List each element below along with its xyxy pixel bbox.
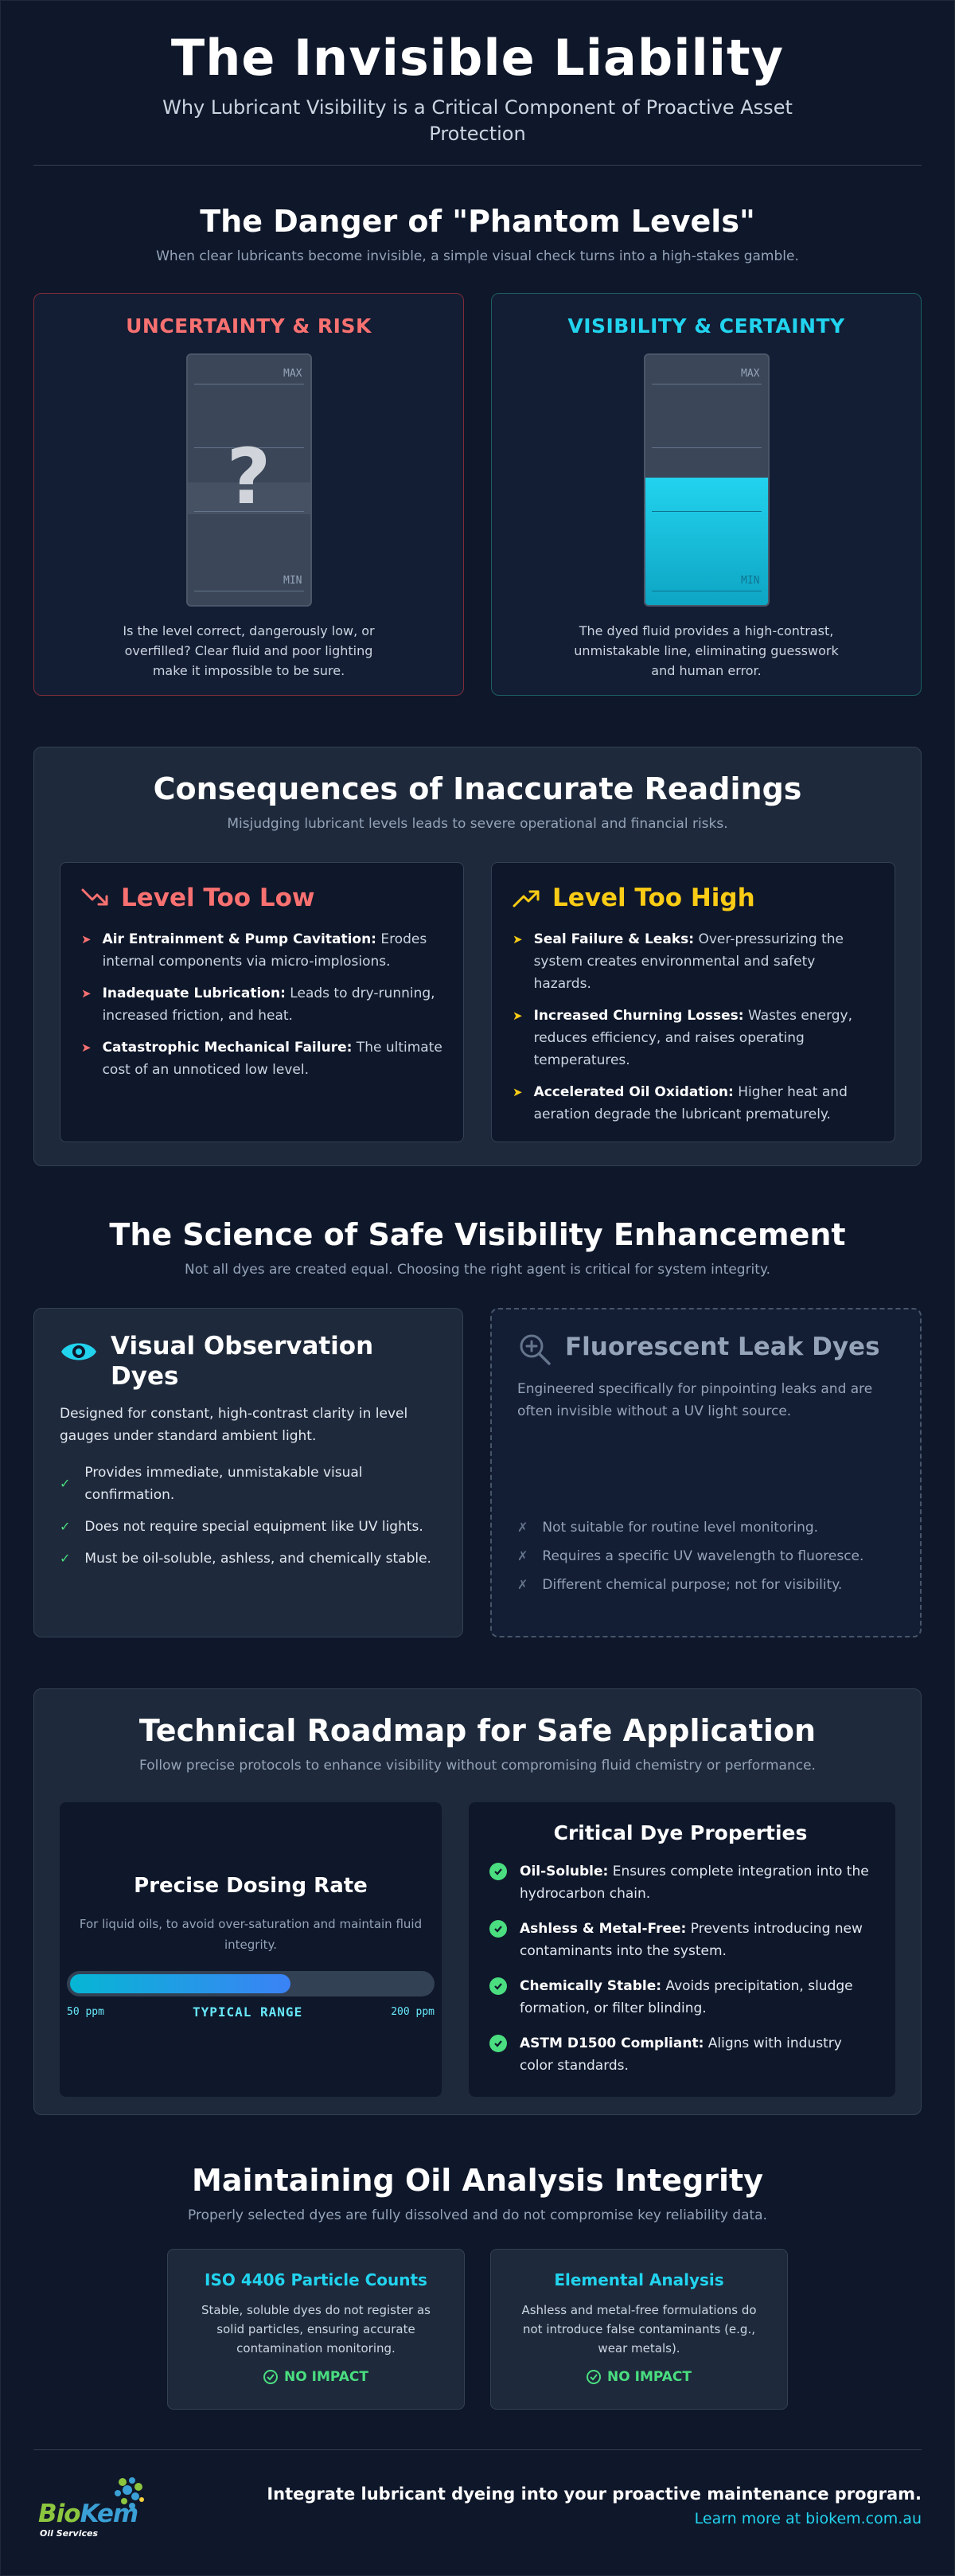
property-item: ASTM D1500 Compliant: Aligns with industry color standards. xyxy=(489,2032,871,2077)
card-title: UNCERTAINTY & RISK xyxy=(126,314,372,338)
card-description: Engineered specifically for pinpointing leaks and are often invisible without a UV light source. xyxy=(517,1381,873,1419)
gauge-min-label: MIN xyxy=(283,575,302,587)
check-circle-icon xyxy=(489,1920,507,1938)
gauge-min-label: MIN xyxy=(741,575,760,587)
uncertainty-card xyxy=(33,293,464,696)
section-subtitle: Properly selected dyes are fully dissolved and do not compromise key reliability data. xyxy=(188,2207,767,2223)
section-title: The Danger of "Phantom Levels" xyxy=(200,204,755,239)
property-item: Ashless & Metal-Free: Prevents introducing new contaminants into the system. xyxy=(489,1918,871,1962)
level-too-high-card xyxy=(491,862,895,1142)
limitation-item: ✗ Requires a specific UV wavelength to fluoresce. xyxy=(517,1545,895,1567)
check-icon: ✓ xyxy=(60,1551,71,1566)
risk-item: ➤ Accelerated Oil Oxidation: Higher heat and aeration degrade the lubricant prematurely. xyxy=(513,1081,874,1126)
no-impact-badge xyxy=(587,2369,692,2385)
gauge-max-label: MAX xyxy=(741,368,760,380)
badge-label: NO IMPACT xyxy=(607,2369,692,2385)
question-mark-icon: ? xyxy=(226,432,271,521)
dosing-rate-card xyxy=(60,1802,442,2097)
check-circle-icon xyxy=(489,1977,507,1995)
card-title: Critical Dye Properties xyxy=(553,1821,808,1844)
arrow-bullet-icon: ➤ xyxy=(81,1040,92,1055)
card-title: Visual Observation Dyes xyxy=(111,1332,374,1391)
risk-list xyxy=(81,928,442,1081)
benefit-list xyxy=(60,1462,437,1570)
logo-wordmark: BioKem xyxy=(38,2500,138,2528)
check-icon: ✓ xyxy=(60,1476,71,1491)
card-description: Designed for constant, high-contrast clarity in level gauges under standard ambient light. xyxy=(60,1406,408,1444)
risk-item: ➤ Increased Churning Losses: Wastes energy, reduces efficiency, and raises operating temperatures. xyxy=(513,1005,874,1071)
card-caption: Is the level correct, dangerously low, or overfilled? Clear fluid and poor lighting make it impossible to be sure. xyxy=(123,623,375,678)
roadmap-section xyxy=(33,1688,922,2115)
gauge-max-label: MAX xyxy=(283,368,302,380)
analysis-section xyxy=(33,2163,922,2410)
arrow-bullet-icon: ➤ xyxy=(81,932,92,946)
footer-divider xyxy=(33,2449,922,2450)
fluorescent-dyes-card xyxy=(490,1308,922,1637)
eye-icon xyxy=(60,1336,98,1368)
section-title: Consequences of Inaccurate Readings xyxy=(153,771,802,806)
particle-count-card xyxy=(167,2249,465,2410)
arrow-bullet-icon: ➤ xyxy=(513,1009,523,1023)
check-circle-icon xyxy=(263,2370,278,2384)
footer-cta: Integrate lubricant dyeing into your proactive maintenance program. xyxy=(267,2484,922,2504)
property-item: Oil-Soluble: Ensures complete integration into the hydrocarbon chain. xyxy=(489,1860,871,1905)
section-subtitle: When clear lubricants become invisible, a simple visual check turns into a high-stakes gamble. xyxy=(156,248,799,264)
x-mark-icon: ✗ xyxy=(517,1548,528,1563)
science-section xyxy=(33,1217,922,1637)
search-zoom-icon xyxy=(517,1332,552,1367)
no-impact-badge xyxy=(263,2369,368,2385)
arrow-bullet-icon: ➤ xyxy=(513,932,523,946)
section-subtitle: Follow precise protocols to enhance visibility without compromising fluid chemistry or performance. xyxy=(139,1758,816,1774)
card-description: Ashless and metal-free formulations do not introduce false contaminants (e.g., wear metals). xyxy=(521,2303,757,2355)
risk-list xyxy=(513,928,874,1126)
section-title: Technical Roadmap for Safe Application xyxy=(138,1713,817,1748)
gauge-tick xyxy=(652,511,762,512)
x-mark-icon: ✗ xyxy=(517,1520,528,1535)
website-link[interactable]: Learn more at biokem.com.au xyxy=(694,2510,922,2527)
card-title: ISO 4406 Particle Counts xyxy=(205,2270,427,2289)
x-mark-icon: ✗ xyxy=(517,1577,528,1592)
trend-up-icon xyxy=(513,887,541,909)
card-title: Level Too Low xyxy=(121,884,315,912)
page-subtitle: Why Lubricant Visibility is a Critical Component of Proactive Asset Protection xyxy=(162,96,793,145)
gauge-tick xyxy=(652,447,762,448)
card-title: Fluorescent Leak Dyes xyxy=(565,1333,880,1361)
elemental-analysis-card xyxy=(490,2249,788,2410)
footer xyxy=(33,2474,922,2538)
property-item: Chemically Stable: Avoids precipitation, sludge formation, or filter blinding. xyxy=(489,1975,871,2020)
phantom-levels-section xyxy=(33,204,922,696)
card-title: Precise Dosing Rate xyxy=(134,1874,368,1898)
check-circle-icon xyxy=(489,2035,507,2052)
hero-header xyxy=(33,1,922,147)
dosing-range-fill xyxy=(70,1974,290,1993)
dyed-level-gauge xyxy=(644,353,770,607)
header-divider xyxy=(33,165,922,166)
benefit-item: ✓ Provides immediate, unmistakable visual confirmation. xyxy=(60,1465,363,1503)
certainty-card xyxy=(491,293,922,696)
dye-properties-card xyxy=(469,1802,895,2097)
card-title: Level Too High xyxy=(552,884,755,912)
badge-label: NO IMPACT xyxy=(284,2369,368,2385)
card-title: VISIBILITY & CERTAINTY xyxy=(567,314,845,338)
check-circle-icon xyxy=(489,1863,507,1880)
clear-level-gauge xyxy=(186,353,312,607)
logo-subtitle: Oil Services xyxy=(40,2528,98,2539)
benefit-item: ✓ Does not require special equipment like UV lights. xyxy=(60,1516,437,1538)
biokem-logo xyxy=(33,2474,153,2538)
visual-dyes-card xyxy=(33,1308,463,1637)
range-min-label: 50 ppm xyxy=(67,2006,104,2018)
range-label: TYPICAL RANGE xyxy=(192,2004,303,2020)
section-title: Maintaining Oil Analysis Integrity xyxy=(192,2163,763,2198)
page-title: The Invisible Liability xyxy=(170,29,785,87)
risk-item: ➤ Air Entrainment & Pump Cavitation: Erodes internal components via micro-implosions. xyxy=(81,928,442,973)
card-caption: The dyed fluid provides a high-contrast, unmistakable line, eliminating guesswork and human error. xyxy=(574,623,839,678)
card-description: For liquid oils, to avoid over-saturation and maintain fluid integrity. xyxy=(79,1917,423,1952)
level-too-low-card xyxy=(60,862,464,1142)
arrow-bullet-icon: ➤ xyxy=(81,986,92,1001)
range-max-label: 200 ppm xyxy=(391,2006,435,2018)
section-subtitle: Misjudging lubricant levels leads to severe operational and financial risks. xyxy=(227,816,728,832)
limitation-item: ✗ Different chemical purpose; not for visibility. xyxy=(517,1574,895,1596)
check-icon: ✓ xyxy=(60,1519,71,1534)
property-list xyxy=(489,1860,871,2077)
risk-item: ➤ Seal Failure & Leaks: Over-pressurizing the system creates environmental and safety hazards. xyxy=(513,928,874,995)
limitation-item: ✗ Not suitable for routine level monitoring. xyxy=(517,1516,895,1539)
arrow-bullet-icon: ➤ xyxy=(513,1085,523,1099)
section-subtitle: Not all dyes are created equal. Choosing the right agent is critical for system integrity. xyxy=(184,1262,770,1278)
consequences-section xyxy=(33,747,922,1166)
card-title: Elemental Analysis xyxy=(554,2270,724,2289)
card-description: Stable, soluble dyes do not register as solid particles, ensuring accurate contamination monitoring. xyxy=(201,2303,431,2355)
risk-item: ➤ Inadequate Lubrication: Leads to dry-running, increased friction, and heat. xyxy=(81,982,442,1027)
limitation-list xyxy=(517,1516,895,1596)
risk-item: ➤ Catastrophic Mechanical Failure: The ultimate cost of an unnoticed low level. xyxy=(81,1036,442,1081)
trend-down-icon xyxy=(81,887,110,909)
section-title: The Science of Safe Visibility Enhancement xyxy=(109,1217,846,1252)
benefit-item: ✓ Must be oil-soluble, ashless, and chemically stable. xyxy=(60,1548,437,1570)
dosing-range-bar xyxy=(67,1971,435,1996)
check-circle-icon xyxy=(587,2370,601,2384)
